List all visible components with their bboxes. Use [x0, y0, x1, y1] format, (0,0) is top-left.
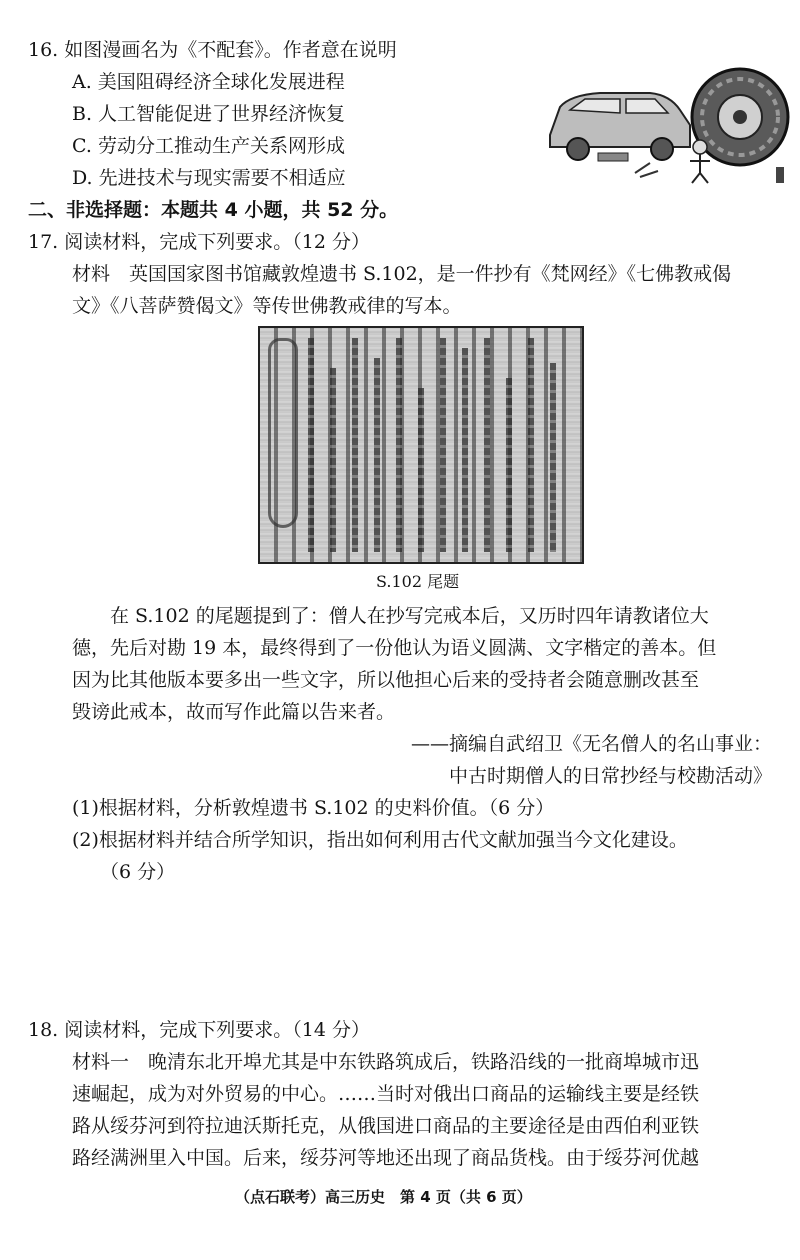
page-footer: （点石联考）高三历史 第 4 页（共 6 页）: [235, 1188, 532, 1206]
q17-sub-question-2: (2)根据材料并结合所学知识，指出如何利用古代文献加强当今文化建设。: [72, 829, 688, 851]
q17-body-line-1: 在 S.102 的尾题提到了：僧人在抄写完戒本后，又历时四年请教诸位大: [110, 605, 709, 627]
q17-body-line-4: 毁谤此戒本，故而写作此篇以告来者。: [72, 701, 396, 723]
q18-material-line-1: 材料一 晚清东北开埠尤其是中东铁路筑成后，铁路沿线的一批商埠城市迅: [72, 1051, 700, 1073]
manuscript-caption: S.102 尾题: [376, 572, 460, 591]
q17-body-line-3: 因为比其他版本要多出一些文字，所以他担心后来的受持者会随意删改甚至: [72, 669, 700, 691]
q16-option-a: A. 美国阻碍经济全球化发展进程: [72, 71, 345, 93]
section2-heading: 二、非选择题：本题共 4 小题，共 52 分。: [28, 199, 399, 221]
q17-body-line-2: 德，先后对勘 19 本，最终得到了一份他认为语义圆满、文字楷定的善本。但: [72, 637, 717, 659]
manuscript-image: [258, 326, 584, 564]
q18-material-line-4: 路经满洲里入中国。后来，绥芬河等地还出现了商品货栈。由于绥芬河优越: [72, 1147, 700, 1169]
q17-material-line-2: 文》《八菩萨赞偈文》等传世佛教戒律的写本。: [72, 295, 462, 317]
q17-sub-question-1: (1)根据材料，分析敦煌遗书 S.102 的史料价值。（6 分）: [72, 797, 555, 819]
q18-material-line-2: 速崛起，成为对外贸易的中心。……当时对俄出口商品的运输线主要是经铁: [72, 1083, 700, 1105]
q17-sub-question-2-points: （6 分）: [100, 861, 176, 883]
q16-option-c: C. 劳动分工推动生产关系网形成: [72, 135, 345, 157]
q17-source-line-1: ——摘编自武绍卫《无名僧人的名山事业：: [410, 733, 772, 755]
q16-option-d: D. 先进技术与现实需要不相适应: [72, 167, 346, 189]
q17-source-line-2: 中古时期僧人的日常抄经与校勘活动》: [448, 765, 772, 787]
q18-stem: 18. 阅读材料，完成下列要求。（14 分）: [28, 1019, 370, 1041]
q16-option-b: B. 人工智能促进了世界经济恢复: [72, 103, 346, 125]
q17-stem: 17. 阅读材料，完成下列要求。（12 分）: [28, 231, 370, 253]
cartoon-illustration: [540, 55, 790, 190]
q18-material-line-3: 路从绥芬河到符拉迪沃斯托克，从俄国进口商品的主要途径是由西伯利亚铁: [72, 1115, 700, 1137]
q16-stem: 16. 如图漫画名为《不配套》。作者意在说明: [28, 39, 397, 61]
q17-material-line-1: 材料 英国国家图书馆藏敦煌遗书 S.102，是一件抄有《梵网经》《七佛教戒偈: [72, 263, 732, 285]
